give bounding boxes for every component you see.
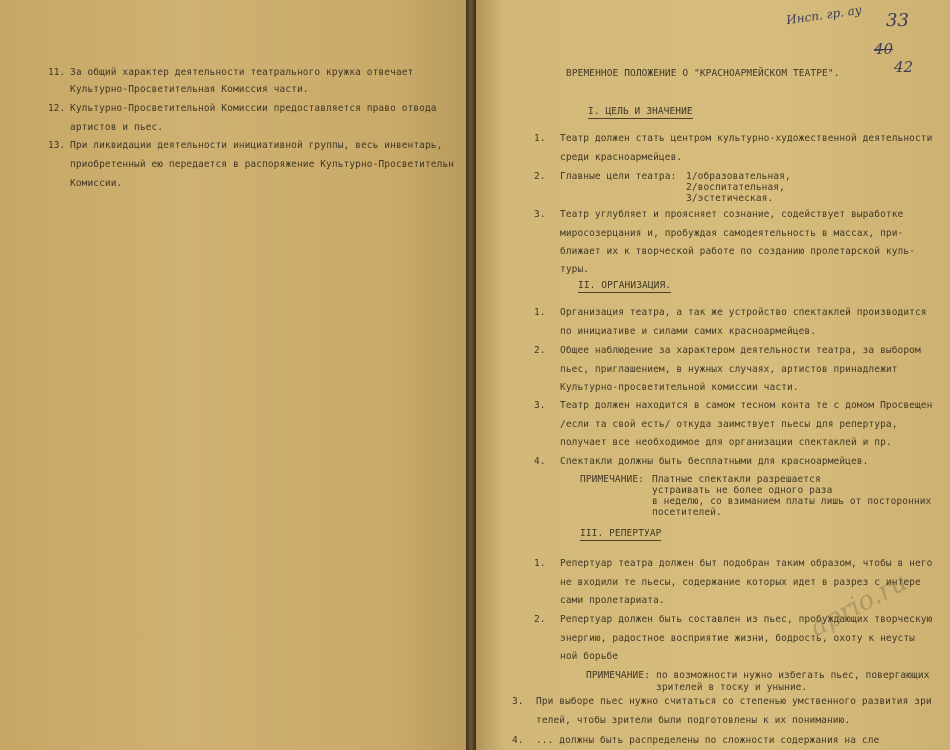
s2-item-3-line-1: Театр должен находится в самом тесном конта те с домом Просвещен — [560, 400, 933, 411]
s3-item-3-line-2: телей, чтобы зрители были подготовлены к их пониманию. — [536, 715, 851, 726]
s1-goal-2: 2/воспитательная, — [686, 182, 785, 193]
s2-item-1-line-1: Организация театра, а так же устройство спектаклей производится — [560, 307, 927, 318]
s3-item-2-line-1: Репертуар должен быть составлен из пьес, пробуждающих творческую — [560, 614, 933, 625]
s2-note-line-3: в неделю, со взиманием платы лишь от посторонних — [652, 496, 932, 507]
item-12-line-1: Культурно-Просветительной Комиссии предоставляется право отвода — [70, 103, 437, 114]
watermark: aprio.ru — [805, 566, 913, 644]
s3-item-1-line-2: не входили те пьесы, содержание которых идет в разрез с интере — [560, 577, 921, 588]
item-12-line-2: артистов и пьес. — [70, 122, 164, 133]
s2-item-3-number: 3. — [534, 400, 546, 411]
s1-item-3-line-3: ближает их к творческой работе по созданию пролетарской куль- — [560, 246, 915, 257]
s1-goal-3: 3/эстетическая. — [686, 193, 774, 204]
s3-item-4-line-1: ... должны быть распределены по сложности содержания на сле — [536, 735, 880, 746]
s2-item-4-number: 4. — [534, 456, 546, 467]
s1-item-3-line-4: туры. — [560, 264, 590, 275]
item-11-number: 11. — [48, 67, 66, 78]
s1-item-1-line-2: среди красноармейцев. — [560, 152, 683, 163]
s2-item-3-line-3: получает все необходимое для организации спектаклей и пр. — [560, 437, 892, 448]
document-title: ВРЕМЕННОЕ ПОЛОЖЕНИЕ О "КРАСНОАРМЕЙСКОМ ТЕАТРЕ". — [566, 68, 840, 79]
s3-item-3-number: 3. — [512, 696, 524, 707]
s3-item-2-line-2: энергию, радостное восприятие жизни, бодрость, охоту к неусты — [560, 633, 915, 644]
s2-note-label: ПРИМЕЧАНИЕ: — [580, 474, 645, 485]
s1-item-2-lead: Главные цели театра: — [560, 171, 677, 182]
s2-item-1-number: 1. — [534, 307, 546, 318]
s3-item-1-number: 1. — [534, 558, 546, 569]
s1-item-2-number: 2. — [534, 171, 546, 182]
folio-number-new: 42 — [894, 58, 914, 76]
s1-item-3-line-2: миросозерцания и, пробуждая самодеятельность в массах, при- — [560, 228, 904, 239]
s2-note-line-2: устраивать не более одного раза — [652, 485, 833, 496]
item-12-number: 12. — [48, 103, 66, 114]
s1-item-1-number: 1. — [534, 133, 546, 144]
s3-item-4-number: 4. — [512, 735, 524, 746]
left-page — [0, 0, 466, 750]
s2-item-1-line-2: по инициативе и силами самих красноармейцев. — [560, 326, 817, 337]
s3-note-line-2: зрителей в тоску и уныние. — [656, 682, 808, 693]
s1-item-3-line-1: Театр углубляет и проясняет сознание, содействует выработке — [560, 209, 904, 220]
s1-item-1-line-1: Театр должен стать центром культурно-художественной деятельности — [560, 133, 933, 144]
s1-item-3-number: 3. — [534, 209, 546, 220]
s2-item-2-line-3: Культурно-просветительной комиссии части. — [560, 382, 799, 393]
s3-note-line-1: по возможности нужно избегать пьес, повергающих — [656, 670, 930, 681]
section-2-heading: II. ОРГАНИЗАЦИЯ. — [578, 280, 672, 291]
s3-item-1-line-1: Репертуар театра должен быт подобран таким образом, чтобы в него — [560, 558, 933, 569]
s3-note-label: ПРИМЕЧАНИЕ: — [586, 670, 651, 681]
s2-note-line-4: посетителей. — [652, 507, 722, 518]
section-1-heading: I. ЦЕЛЬ И ЗНАЧЕНИЕ — [588, 106, 693, 117]
s3-item-3-line-1: При выборе пьес нужно считаться со степенью умственного развития зри — [536, 696, 932, 707]
item-11-line-1: За общий характер деятельности театрального кружка отвечает — [70, 67, 414, 78]
item-13-line-1: При ликвидации деятельности инициативной группы, весь инвентарь, — [70, 140, 443, 151]
folio-number-top: 33 — [886, 10, 909, 31]
folio-number-crossed: 40 — [874, 40, 894, 58]
s2-item-4-line-1: Спектакли должны быть бесплатными для красноармейцев. — [560, 456, 869, 467]
s2-item-3-line-2: /если та свой есть/ откуда заимствует пьесы для репертура, — [560, 419, 898, 430]
handwritten-note: Инсп. гр. ау — [785, 2, 863, 28]
s2-item-2-line-2: пьес, приглашением, в нужных случаях, артистов принадлежит — [560, 364, 898, 375]
item-11-line-2: Культурно-Просветительная Комиссия части. — [70, 84, 309, 95]
section-3-heading: III. РЕПЕРТУАР — [580, 528, 662, 539]
item-13-line-3: Комиссии. — [70, 178, 123, 189]
s1-goal-1: 1/образовательная, — [686, 171, 791, 182]
s3-item-1-line-3: сами пролетариата. — [560, 595, 665, 606]
right-page — [476, 0, 950, 750]
s2-note-line-1: Платные спектакли разрешается — [652, 474, 821, 485]
s3-item-2-number: 2. — [534, 614, 546, 625]
book-gutter — [466, 0, 476, 750]
item-13-number: 13. — [48, 140, 66, 151]
s2-item-2-line-1: Общее наблюдение за характером деятельности театра, за выбором — [560, 345, 921, 356]
s3-item-2-line-3: ной борьбе — [560, 651, 619, 662]
item-13-line-2: приобретенный ею передается в распоряжение Культурно-Просветительн — [70, 159, 455, 170]
s2-item-2-number: 2. — [534, 345, 546, 356]
